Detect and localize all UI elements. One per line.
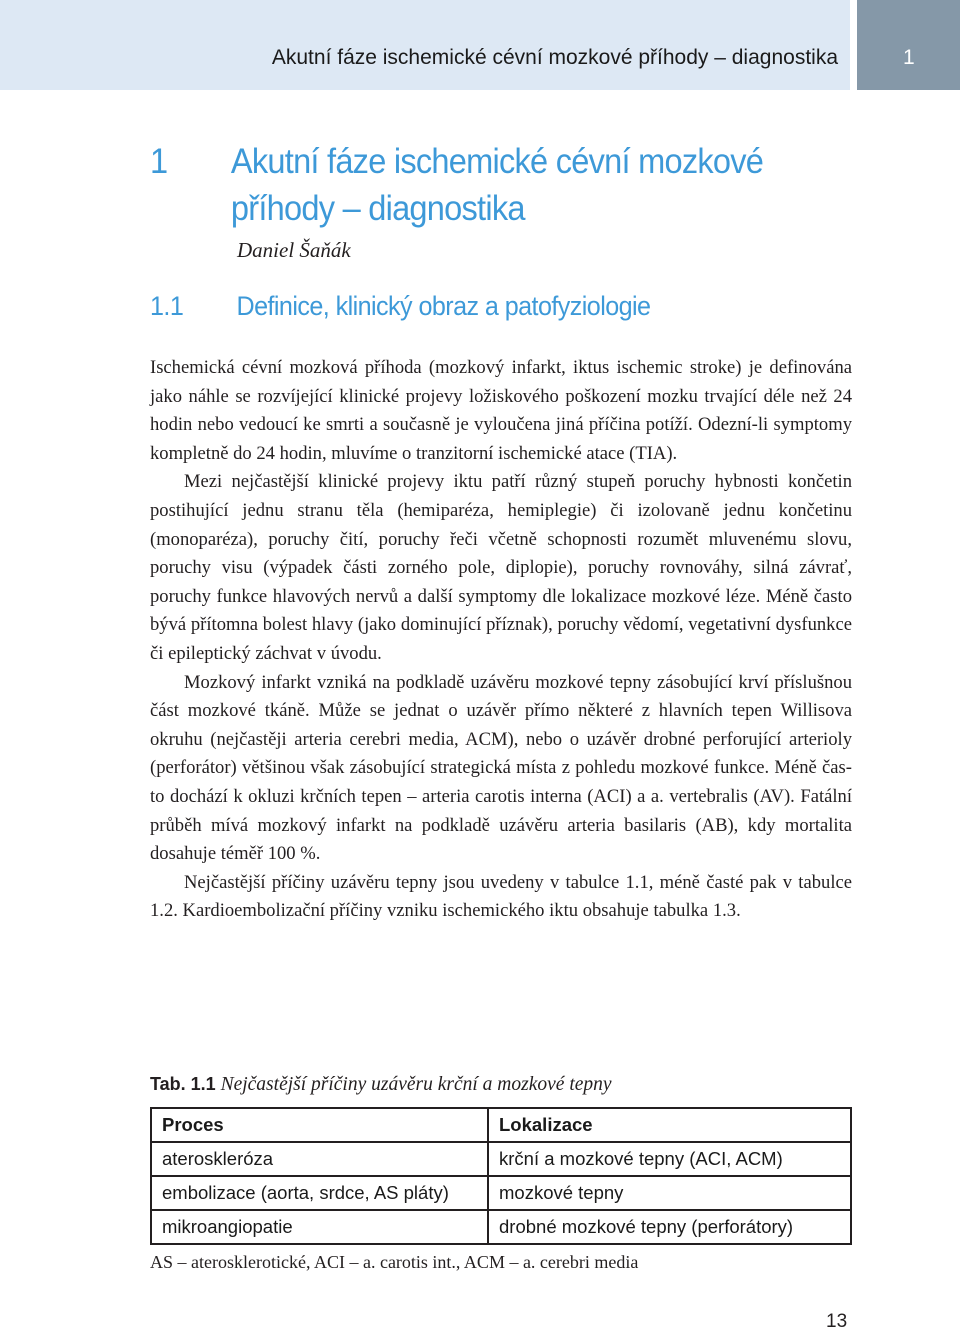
table-cell: mikroangiopatie [151, 1210, 488, 1244]
section-number: 1.1 [150, 291, 184, 321]
chapter-title-line2: příhody – diagnostika [230, 189, 525, 228]
table-caption-text: Nejčastější příčiny uzávěru krční a mozkové tepny [220, 1074, 612, 1095]
table-row [151, 1142, 851, 1176]
paragraph-definition: Ischemická cévní mozková příhoda (mozkový infarkt, iktus ischemic stroke) je definována jako náhle se rozvíjející klinické projevy ložiskového poškození mozku trvající déle než 24 hodin nebo vedoucí ke smrti a současně je vyloučena jiná příčina potíží. Odezní-li symptomy kompletně do 24 hodin, mluvíme o tranzitorní ischemické atace (TIA). [150, 357, 852, 464]
table-cell: krční a mozkové tepny (ACI, ACM) [488, 1142, 851, 1176]
table-row [151, 1176, 851, 1210]
chapter-tab-number: 1 [903, 46, 915, 69]
table-cell: embolizace (aorta, srdce, AS pláty) [151, 1176, 488, 1210]
chapter-number: 1 [150, 142, 168, 181]
table-cell: mozkové tepny [488, 1176, 851, 1210]
body-text [150, 354, 852, 926]
table-caption [150, 1074, 612, 1096]
table-row [151, 1210, 851, 1244]
paragraph-mechanism: Mozkový infarkt vzniká na podkladě uzávěru mozkové tepny zásobující krví příslušnou část mozkové tkáně. Může se jednat o uzávěr přímo některé z hlavních tepen Willisova okruhu (nejčastěji arteria cerebri media, ACM), nebo o uzávěr drobné perforující arterioly (perforátor) většinou však zásobující strategická místa z pohledu mozkové funkce. Méně často dochází k okluzi krčních tepen – arteria carotis interna (ACI) a a. vertebralis (AV). Fatální průběh mívá mozkový infarkt na podkladě uzávěru arteria basilaris (AB), kdy mortalita dosahuje téměř 100 %. [150, 671, 852, 865]
table-header-row [151, 1108, 851, 1142]
chapter-title [231, 138, 826, 232]
causes-table [150, 1107, 852, 1245]
section-title: Definice, klinický obraz a patofyziologie [236, 291, 651, 321]
running-header [0, 0, 850, 90]
paragraph-symptoms: Mezi nejčastější klinické projevy iktu patří různý stupeň poruchy hybnosti končetin postihující jednu stranu těla (hemiparéza, hemiplegie) či izolovaně jednu končetinu (monoparéza), poruchy čití, poruchy řeči včetně schopnosti rozumět mluvenému slovu, poruchy visu (výpadek části zorného pole, diplopie), poruchy rovnováhy, silná závrať, poruchy funkce hlavových nervů a další symptomy dle lokalizace mozkové léze. Méně často bývá přítomna bolest hlavy (jako dominující příznak), poruchy vědomí, vegetativní dysfunkce či epileptický záchvat v úvodu. [150, 471, 852, 664]
page-number: 13 [826, 1311, 848, 1332]
table-cell: drobné mozkové tepny (perforátory) [488, 1210, 851, 1244]
table-note: AS – aterosklerotické, ACI – a. carotis int., ACM – a. cerebri media [150, 1252, 639, 1272]
table-header-location: Lokalizace [488, 1108, 851, 1142]
table-header-process: Proces [151, 1108, 488, 1142]
table-label: Tab. 1.1 [150, 1074, 216, 1094]
running-title: Akutní fáze ischemické cévní mozkové příhody – diagnostika [271, 46, 838, 69]
paragraph-causes: Nejčastější příčiny uzávěru tepny jsou uvedeny v tabulce 1.1, méně časté pak v tabulce 1.2. Kardioembolizační příčiny vzniku ischemického iktu obsahuje tabulka 1.3. [150, 871, 852, 922]
chapter-tab [857, 0, 960, 90]
table-cell: ateroskleróza [151, 1142, 488, 1176]
author: Daniel Šaňák [237, 238, 351, 262]
chapter-title-line1: Akutní fáze ischemické cévní mozkové [230, 142, 764, 181]
